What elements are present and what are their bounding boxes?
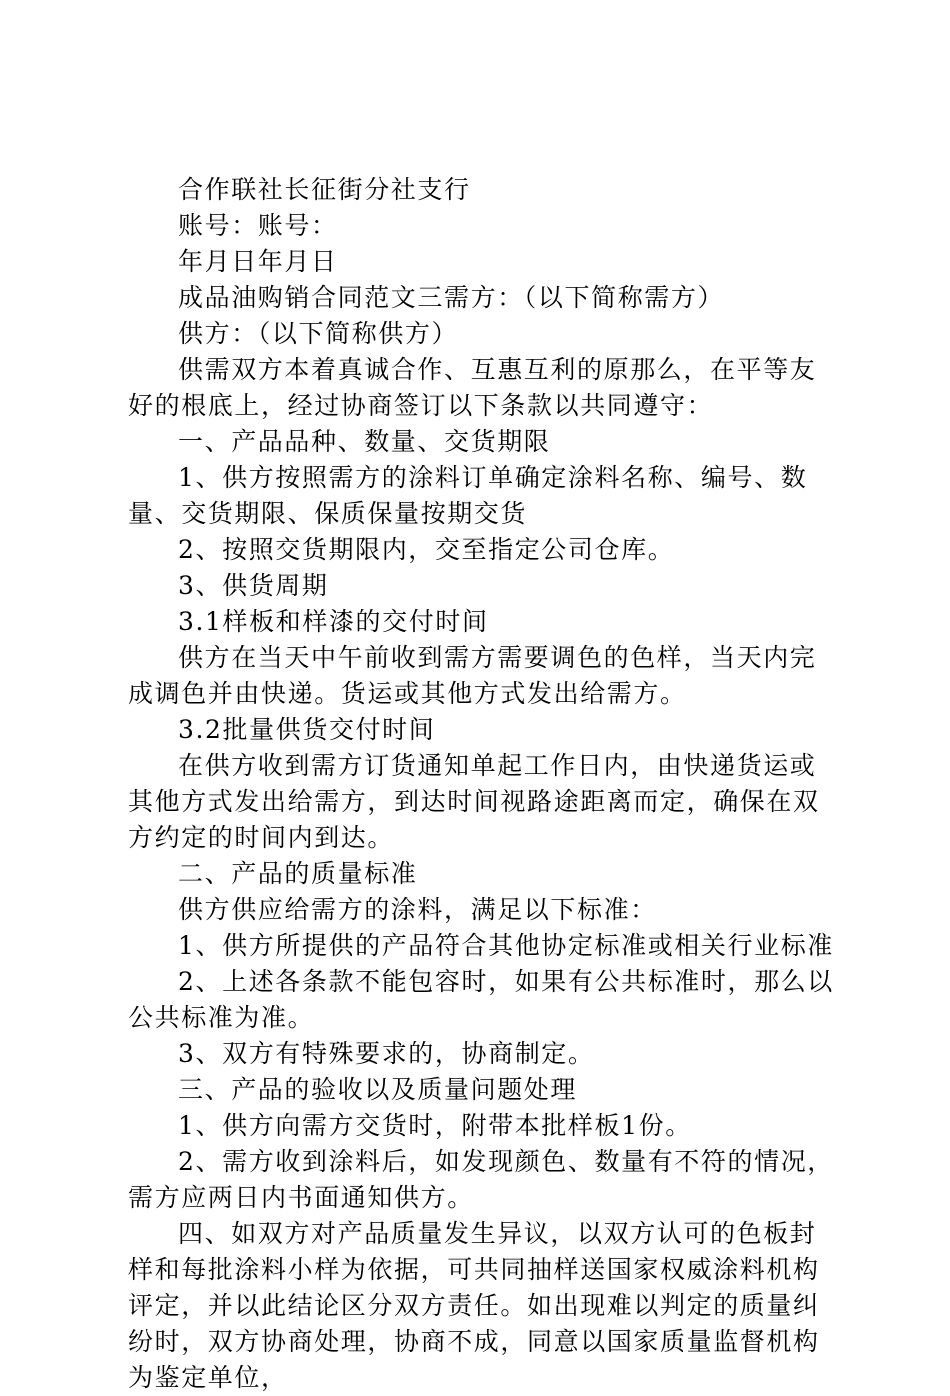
clause-2-3: 3、双方有特殊要求的，协商制定。 — [178, 1039, 595, 1068]
paragraph-supplier: 供方：（以下简称供方） — [178, 319, 459, 348]
paragraph-preamble: 供需双方本着真诚合作、互惠互利的原那么，在平等友好的根底上，经过协商签订以下条款以共同遵守： — [128, 355, 817, 420]
clause-2-2: 2、上述各条款不能包容时，如果有公共标准时，那么以公共标准为准。 — [128, 967, 834, 1032]
clause-3-1-heading: 3.1样板和样漆的交付时间 — [178, 607, 489, 636]
clause-1-2: 2、按照交货期限内，交至指定公司仓库。 — [178, 535, 675, 564]
clause-2-intro: 供方供应给需方的涂料，满足以下标准： — [178, 895, 657, 924]
paragraph-dates: 年月日年月日 — [178, 247, 338, 276]
paragraph-account-numbers: 账号：账号： — [178, 211, 338, 240]
clause-3-1-text: 供方在当天中午前收到需方需要调色的色样，当天内完成调色并由快递。货运或其他方式发出给需方。 — [128, 643, 817, 708]
section-heading-2: 二、产品的质量标准 — [178, 859, 418, 888]
paragraph-bank-branch: 合作联社长征街分社支行 — [178, 175, 471, 204]
clause-1-1: 1、供方按照需方的涂料订单确定涂料名称、编号、数量、交货期限、保质保量按期交货 — [128, 463, 808, 528]
clause-1-3: 3、供货周期 — [178, 571, 329, 600]
clause-3-a: 1、供方向需方交货时，附带本批样板1份。 — [178, 1111, 692, 1140]
clause-3-b: 2、需方收到涂料后，如发现颜色、数量有不符的情况，需方应两日内书面通知供方。 — [128, 1147, 834, 1212]
section-heading-1: 一、产品品种、数量、交货期限 — [178, 427, 551, 456]
paragraph-contract-title-buyer: 成品油购销合同范文三需方：（以下简称需方） — [178, 283, 725, 312]
section-4-text: 四、如双方对产品质量发生异议，以双方认可的色板封样和每批涂料小样为依据，可共同抽样送国家权威涂料机构评定，并以此结论区分双方责任。如出现难以判定的质量纠纷时，双方协商处理，协商不成，同意以国家质量监督机构为鉴定单位， — [128, 1219, 820, 1392]
clause-3-2-text: 在供方收到需方订货通知单起工作日内，由快递货运或其他方式发出给需方，到达时间视路途距离而定，确保在双方约定的时间内到达。 — [128, 751, 820, 852]
clause-3-2-heading: 3.2批量供货交付时间 — [178, 715, 436, 744]
clause-2-1: 1、供方所提供的产品符合其他协定标准或相关行业标准 — [178, 931, 834, 960]
section-heading-3: 三、产品的验收以及质量问题处理 — [178, 1075, 578, 1104]
document-body — [128, 172, 840, 1396]
